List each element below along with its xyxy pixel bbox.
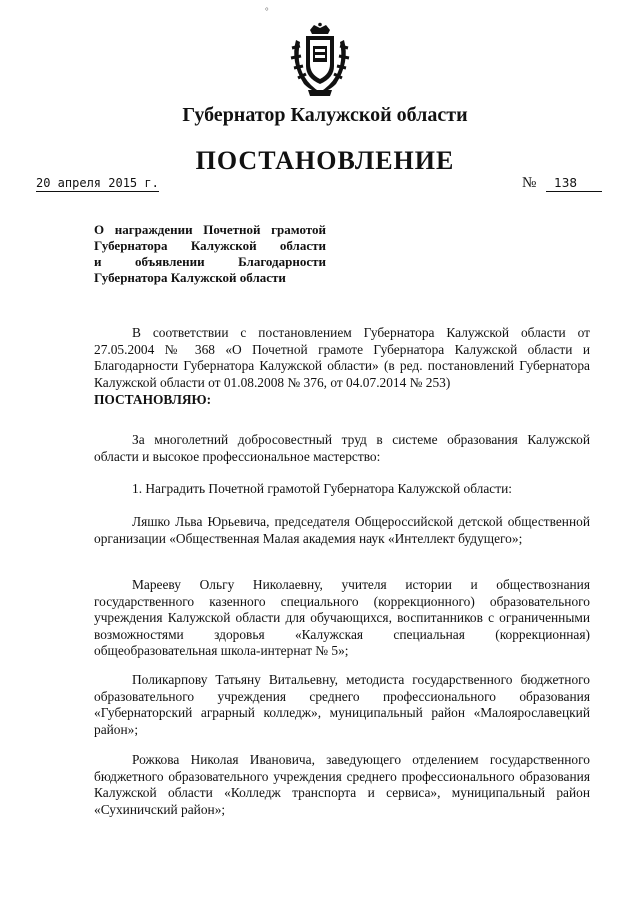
subject-line: Губернатора Калужской области (94, 270, 286, 285)
document-subject (94, 222, 326, 286)
authority-title: Губернатор Калужской области (182, 104, 468, 126)
subject-line: О награждении Почетной грамотой (94, 222, 326, 237)
document-type: ПОСТАНОВЛЕНИЕ (195, 146, 455, 175)
document-number (522, 175, 602, 192)
awardee-paragraph: Марееву Ольгу Николаевну, учителя истории и обществознания государственного казенного специального (коррекционного) образовательного учреждения Калужской области для обучающихся, воспитанников с ограниченными возможностями здоровья «Калужская специальная (коррекционная) общеобразовательная школа-интернат № 5»; (94, 577, 590, 658)
awardee-paragraph: Ляшко Льва Юрьевича, председателя Общероссийской детской общественной организации «Общественная Малая академия наук «Интеллект будущего»; (94, 514, 590, 546)
preamble-paragraph: В соответствии с постановлением Губернатора Калужской области от 27.05.2004 № 368 «О Почетной грамоте Губернатора Калужской области и Благодарности Губернатора Калужской области» (в ред. постановлений Губернатора Калужской области от 01.08.2008 № 376, от 04.07.2014 № 253) (94, 325, 590, 390)
awardee-paragraph: Рожкова Николая Ивановича, заведующего отделением государственного бюджетного образовательного учреждения среднего профессионального образования Калужской области «Колледж транспорта и сервиса», муниципальный район «Сухиничский район»; (94, 752, 590, 817)
reason-paragraph: За многолетний добросовестный труд в системе образования Калужской области и высокое профессиональное мастерство: (94, 432, 590, 464)
subject-line: Губернатора Калужской области (94, 238, 326, 253)
scan-dot: ° (265, 6, 269, 16)
number-value: 138 (546, 176, 602, 192)
subject-line: и объявлении Благодарности (94, 254, 326, 269)
item-1-heading: 1. Наградить Почетной грамотой Губернатора Калужской области: (132, 481, 512, 496)
number-sign: № (522, 175, 537, 191)
document-date: 20 апреля 2015 г. (36, 176, 159, 190)
awardee-paragraph: Поликарпову Татьяну Витальевну, методиста государственного бюджетного образовательного учреждения среднего профессионального образования «Губернаторский аграрный колледж», муниципальный район «Малоярославецкий район»; (94, 672, 590, 737)
coat-of-arms-icon (282, 22, 358, 98)
decree-word: ПОСТАНОВЛЯЮ: (94, 392, 212, 407)
